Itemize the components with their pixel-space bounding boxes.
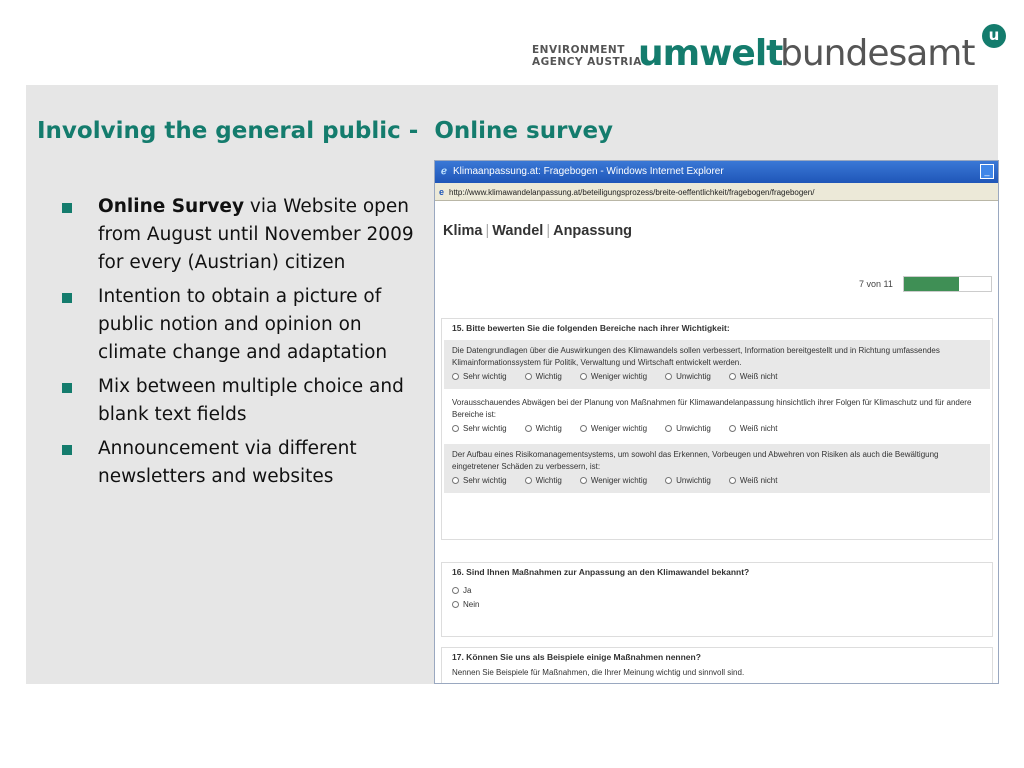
address-bar[interactable] (435, 183, 998, 201)
rating-options (452, 475, 984, 487)
question-16 (441, 562, 993, 637)
logo-line-agency-austria: AGENCY AUSTRIA (532, 56, 642, 68)
question-title: 17. Können Sie uns als Beispiele einige Maßnahmen nennen? (452, 652, 701, 662)
site-logo-anpassung: Anpassung (553, 223, 633, 239)
bullet-item (62, 193, 434, 277)
radio-weiss-nicht[interactable]: Weiß nicht (729, 475, 778, 487)
logo-agency-text (532, 44, 642, 68)
minimize-icon[interactable]: _ (980, 164, 994, 179)
radio-unwichtig[interactable]: Unwichtig (665, 371, 711, 383)
site-logo-wandel: Wandel (492, 223, 544, 239)
radio-nein[interactable]: Nein (452, 600, 992, 609)
radio-weiss-nicht[interactable]: Weiß nicht (729, 371, 778, 383)
bullet-text: Announcement via different newsletters and websites (98, 438, 357, 487)
question-15-item-1 (444, 340, 990, 389)
bullet-text: via Website open from August until November 2009 for every (Austrian) citizen (98, 196, 414, 273)
site-logo[interactable] (443, 223, 632, 239)
radio-icon[interactable] (580, 477, 587, 484)
item-text: Die Datengrundlagen über die Auswirkungen des Klimawandels sollen verbessert, Information bereitgestellt und in Richtung umfassendes Klimainformationssystem für Politik, Verwaltung und Wirtschaft entwickelt werden. (452, 346, 940, 367)
question-15 (441, 318, 993, 540)
radio-icon[interactable] (452, 425, 459, 432)
radio-icon[interactable] (665, 373, 672, 380)
radio-icon[interactable] (665, 477, 672, 484)
radio-icon[interactable] (452, 373, 459, 380)
radio-unwichtig[interactable]: Unwichtig (665, 475, 711, 487)
radio-icon[interactable] (729, 477, 736, 484)
bullet-bold: Online Survey (98, 196, 245, 217)
progress-label: 7 von 11 (859, 279, 893, 289)
radio-sehr-wichtig[interactable]: Sehr wichtig (452, 371, 507, 383)
url-text: http://www.klimawandelanpassung.at/beteiligungsprozess/breite-oeffentlichkeit/fragebogen/fragebogen/ (449, 188, 815, 197)
radio-sehr-wichtig[interactable]: Sehr wichtig (452, 475, 507, 487)
radio-ja[interactable]: Ja (452, 586, 992, 595)
progress-fill (904, 277, 959, 291)
logo-mark-icon: u (982, 24, 1006, 48)
site-logo-klima: Klima (443, 223, 483, 239)
radio-icon[interactable] (729, 425, 736, 432)
radio-icon[interactable] (580, 373, 587, 380)
radio-icon[interactable] (665, 425, 672, 432)
question-15-item-2 (444, 392, 990, 441)
browser-window (434, 160, 999, 684)
logo-umwelt: umwelt (638, 33, 783, 74)
radio-wichtig[interactable]: Wichtig (525, 371, 562, 383)
progress-bar (903, 276, 992, 292)
bullet-square-icon (62, 383, 72, 393)
item-text: Vorausschauendes Abwägen bei der Planung von Maßnahmen für Klimawandelanpassung hinsichtlich ihrer Folgen für Klimaschutz und für andere Bereiche ist: (452, 398, 972, 419)
slide-title: Involving the general public - Online survey (37, 118, 614, 144)
radio-wichtig[interactable]: Wichtig (525, 475, 562, 487)
browser-titlebar (435, 161, 998, 183)
question-15-item-3 (444, 444, 990, 493)
bullet-list (62, 193, 434, 497)
radio-unwichtig[interactable]: Unwichtig (665, 423, 711, 435)
window-title: Klimaanpassung.at: Fragebogen - Windows Internet Explorer (453, 166, 724, 177)
umweltbundesamt-logo (530, 22, 1010, 82)
question-hint: Nennen Sie Beispiele für Maßnahmen, die Ihrer Meinung wichtig und sinnvoll sind. (452, 668, 745, 677)
radio-icon[interactable] (580, 425, 587, 432)
radio-icon[interactable] (525, 425, 532, 432)
radio-icon[interactable] (525, 477, 532, 484)
radio-sehr-wichtig[interactable]: Sehr wichtig (452, 423, 507, 435)
bullet-square-icon (62, 293, 72, 303)
radio-weniger-wichtig[interactable]: Weniger wichtig (580, 423, 647, 435)
bullet-text: Mix between multiple choice and blank text fields (98, 376, 404, 425)
bullet-text: Intention to obtain a picture of public notion and opinion on climate change and adaptation (98, 286, 388, 363)
radio-weiss-nicht[interactable]: Weiß nicht (729, 423, 778, 435)
radio-icon[interactable] (452, 477, 459, 484)
page-icon: e (439, 187, 445, 197)
bullet-square-icon (62, 445, 72, 455)
logo-separator: | (546, 223, 551, 239)
logo-line-environment: ENVIRONMENT (532, 44, 625, 56)
radio-icon[interactable] (729, 373, 736, 380)
rating-options (452, 371, 984, 383)
internet-explorer-icon: ℯ (441, 166, 447, 177)
bullet-square-icon (62, 203, 72, 213)
logo-bundesamt: bundesamt (780, 33, 975, 74)
radio-icon[interactable] (525, 373, 532, 380)
bullet-item (62, 435, 434, 491)
radio-weniger-wichtig[interactable]: Weniger wichtig (580, 371, 647, 383)
bullet-item (62, 373, 434, 429)
rating-options (452, 423, 984, 435)
question-title: 15. Bitte bewerten Sie die folgenden Bereiche nach ihrer Wichtigkeit: (452, 323, 730, 333)
logo-separator: | (485, 223, 490, 239)
question-17 (441, 647, 993, 684)
radio-wichtig[interactable]: Wichtig (525, 423, 562, 435)
question-title: 16. Sind Ihnen Maßnahmen zur Anpassung an den Klimawandel bekannt? (452, 567, 750, 577)
radio-weniger-wichtig[interactable]: Weniger wichtig (580, 475, 647, 487)
item-text: Der Aufbau eines Risikomanagementsystems, um sowohl das Erkennen, Vorbeugen und Abwehren von Risiken als auch die Bewältigung eingetretener Schäden zu verbessern, ist: (452, 450, 939, 471)
radio-icon[interactable] (452, 587, 459, 594)
radio-icon[interactable] (452, 601, 459, 608)
bullet-item (62, 283, 434, 367)
